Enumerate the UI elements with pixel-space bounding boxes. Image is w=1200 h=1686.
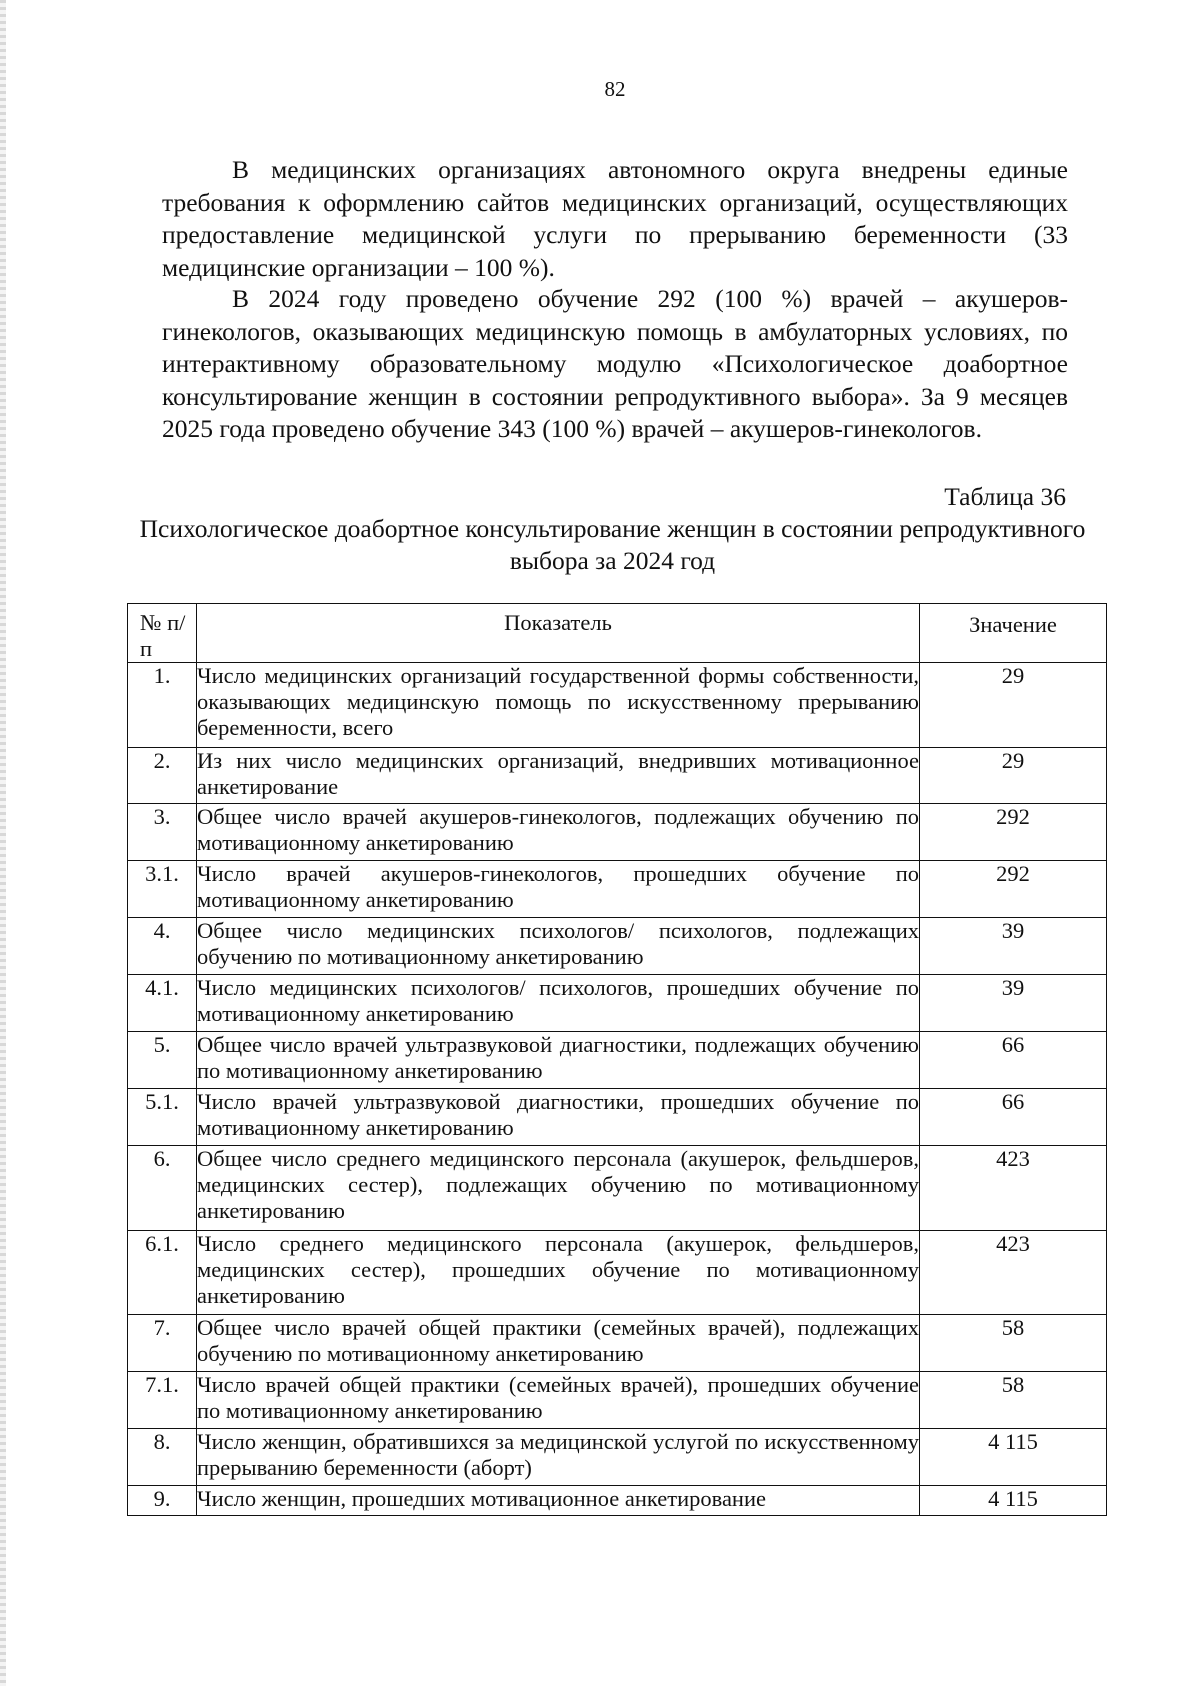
table-label: Таблица 36 (944, 482, 1066, 511)
row-indicator: Число медицинских организаций государственной формы собственности, оказывающих медицинскую помощь по искусственному прерыванию беременности, всего (197, 663, 920, 748)
table-title: Психологическое доабортное консультирование женщин в состоянии репродуктивного выбора за 2024 год (139, 514, 1086, 575)
row-number: 4.1. (128, 975, 197, 1032)
header-number: № п/п (128, 604, 197, 663)
row-number: 3.1. (128, 861, 197, 918)
row-indicator: Число женщин, обратившихся за медицинской услугой по искусственному прерыванию беременности (аборт) (197, 1429, 920, 1486)
table-row (128, 1231, 1107, 1315)
table-row (128, 1486, 1107, 1516)
counseling-table (127, 603, 1107, 1516)
header-value: Значение (920, 604, 1107, 663)
table-row (128, 975, 1107, 1032)
row-number: 7.1. (128, 1372, 197, 1429)
row-number: 3. (128, 804, 197, 861)
table-row (128, 804, 1107, 861)
row-value: 39 (920, 975, 1107, 1032)
row-indicator: Общее число врачей общей практики (семейных врачей), подлежащих обучению по мотивационному анкетированию (197, 1315, 920, 1372)
table-row (128, 748, 1107, 804)
row-indicator: Общее число врачей акушеров-гинекологов, подлежащих обучению по мотивационному анкетированию (197, 804, 920, 861)
table-header-row (128, 604, 1107, 663)
table-row (128, 1089, 1107, 1146)
row-number: 1. (128, 663, 197, 748)
row-number: 5.1. (128, 1089, 197, 1146)
row-value: 29 (920, 663, 1107, 748)
row-indicator: Общее число медицинских психологов/ психологов, подлежащих обучению по мотивационному анкетированию (197, 918, 920, 975)
row-number: 9. (128, 1486, 197, 1516)
paragraph-training: В 2024 году проведено обучение 292 (100 %) врачей – акушеров-гинекологов, оказывающих медицинскую помощь в амбулаторных условиях, по интерактивному образовательному модулю «Психологическое доабортное консультирование женщин в состоянии репродуктивного выбора». За 9 месяцев 2025 года проведено обучение 343 (100 %) врачей – акушеров-гинекологов. (162, 284, 1068, 443)
row-value: 4 115 (920, 1486, 1107, 1516)
row-number: 7. (128, 1315, 197, 1372)
row-indicator: Общее число врачей ультразвуковой диагностики, подлежащих обучению по мотивационному анкетированию (197, 1032, 920, 1089)
table-row (128, 918, 1107, 975)
row-value: 4 115 (920, 1429, 1107, 1486)
table-row (128, 663, 1107, 748)
row-number: 5. (128, 1032, 197, 1089)
paragraph-websites: В медицинских организациях автономного округа внедрены единые требования к оформлению сайтов медицинских организаций, осуществляющих предоставление медицинской услуги по прерыванию беременности (33 медицинские организации – 100 %). (162, 155, 1068, 282)
table-row (128, 1032, 1107, 1089)
table-row (128, 1315, 1107, 1372)
row-indicator: Из них число медицинских организаций, внедривших мотивационное анкетирование (197, 748, 920, 804)
row-number: 6. (128, 1146, 197, 1231)
table-row (128, 861, 1107, 918)
row-number: 8. (128, 1429, 197, 1486)
row-indicator: Число врачей акушеров-гинекологов, прошедших обучение по мотивационному анкетированию (197, 861, 920, 918)
row-value: 58 (920, 1372, 1107, 1429)
row-value: 39 (920, 918, 1107, 975)
table-row (128, 1372, 1107, 1429)
page-number: 82 (604, 77, 626, 101)
row-value: 29 (920, 748, 1107, 804)
row-indicator: Число женщин, прошедших мотивационное анкетирование (197, 1486, 920, 1516)
row-number: 4. (128, 918, 197, 975)
row-value: 292 (920, 804, 1107, 861)
row-indicator: Число медицинских психологов/ психологов, прошедших обучение по мотивационному анкетированию (197, 975, 920, 1032)
row-value: 66 (920, 1032, 1107, 1089)
row-value: 423 (920, 1231, 1107, 1315)
row-value: 58 (920, 1315, 1107, 1372)
row-indicator: Число врачей общей практики (семейных врачей), прошедших обучение по мотивационному анкетированию (197, 1372, 920, 1429)
row-value: 292 (920, 861, 1107, 918)
row-indicator: Число врачей ультразвуковой диагностики, прошедших обучение по мотивационному анкетированию (197, 1089, 920, 1146)
scan-edge-decoration (0, 0, 6, 1686)
table-row (128, 1429, 1107, 1486)
header-indicator: Показатель (197, 604, 920, 663)
row-value: 423 (920, 1146, 1107, 1231)
row-number: 2. (128, 748, 197, 804)
row-indicator: Общее число среднего медицинского персонала (акушерок, фельдшеров, медицинских сестер), подлежащих обучению по мотивационному анкетированию (197, 1146, 920, 1231)
row-number: 6.1. (128, 1231, 197, 1315)
row-value: 66 (920, 1089, 1107, 1146)
table-row (128, 1146, 1107, 1231)
row-indicator: Число среднего медицинского персонала (акушерок, фельдшеров, медицинских сестер), прошедших обучение по мотивационному анкетированию (197, 1231, 920, 1315)
